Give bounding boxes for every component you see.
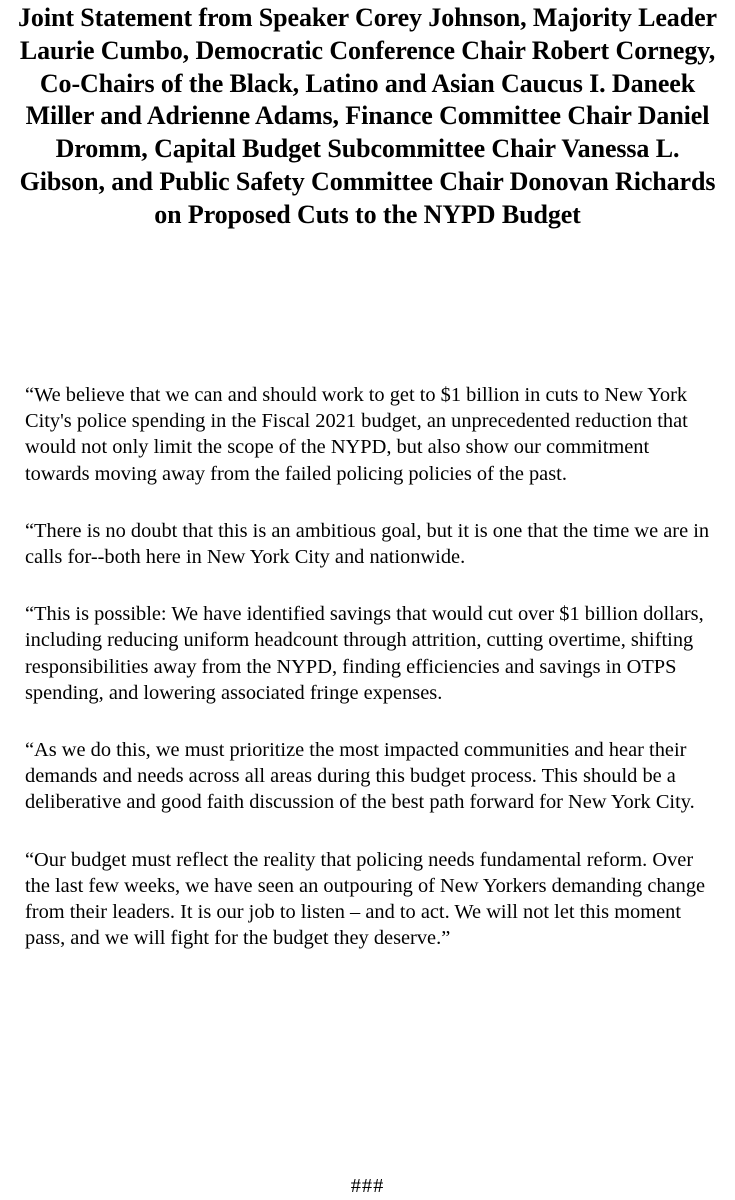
statement-paragraph: “There is no doubt that this is an ambitious goal, but it is one that the time we are in calls for--both here in New York City and nationwide. (25, 519, 710, 569)
statement-paragraph: “As we do this, we must prioritize the most impacted communities and hear their demands and needs across all areas during this budget process. This should be a deliberative and good faith discussion of the best path forward for New York City. (25, 739, 695, 814)
end-mark: ### (350, 1175, 385, 1197)
statement-paragraph: “This is possible: We have identified savings that would cut over $1 billion dollars, including reducing uniform headcount through attrition, cutting overtime, shifting responsibilities away from the NYPD, finding efficiencies and savings in OTPS spending, and lowering associated fringe expenses. (25, 603, 704, 704)
statement-body (25, 382, 717, 951)
statement-title: Joint Statement from Speaker Corey Johnson, Majority Leader Laurie Cumbo, Democratic Conference Chair Robert Cornegy, Co-Chairs of the Black, Latino and Asian Caucus I. Daneek Miller and Adrienne Adams, Finance Committee Chair Daniel Dromm, Capital Budget Subcommittee Chair Vanessa L. Gibson, and Public Safety Committee Chair Donovan Richards on Proposed Cuts to the NYPD Budget (18, 3, 717, 229)
statement-paragraph: “We believe that we can and should work to get to $1 billion in cuts to New York City's police spending in the Fiscal 2021 budget, an unprecedented reduction that would not only limit the scope of the NYPD, but also show our commitment towards moving away from the failed policing policies of the past. (25, 384, 688, 485)
statement-paragraph: “Our budget must reflect the reality that policing needs fundamental reform. Over the last few weeks, we have seen an outpouring of New Yorkers demanding change from their leaders. It is our job to listen – and to act. We will not let this moment pass, and we will fight for the budget they deserve.” (25, 848, 706, 950)
